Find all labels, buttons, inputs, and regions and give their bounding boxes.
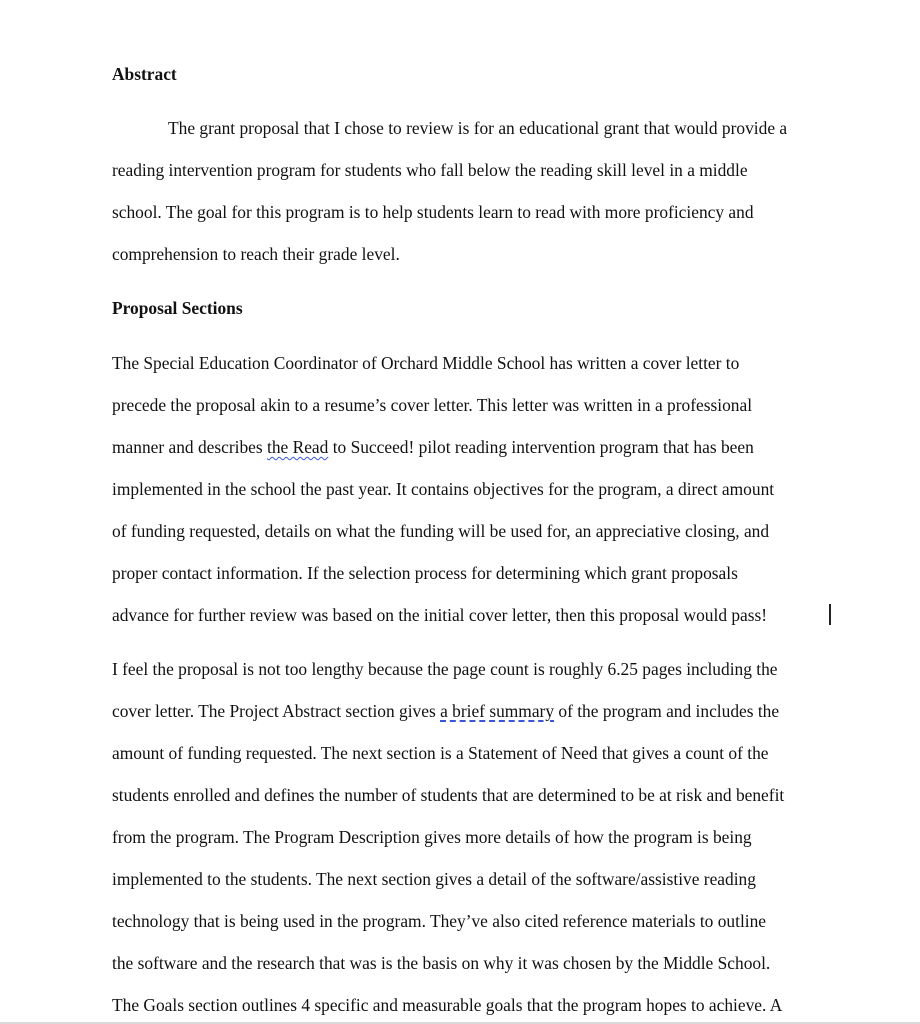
abstract-line: The grant proposal that I chose to review is for an educational grant that would provide a — [168, 118, 788, 138]
abstract-heading: Abstract — [112, 64, 177, 84]
paragraph-line: I feel the proposal is not too lengthy because the page count is roughly 6.25 pages including the — [112, 659, 778, 679]
paragraph-text: to Succeed! pilot reading intervention program that has been — [328, 437, 754, 457]
paragraph-line: proper contact information. If the selection process for determining which grant proposals — [112, 563, 738, 583]
paragraph-line: The Special Education Coordinator of Orchard Middle School has written a cover letter to — [112, 353, 740, 373]
grammar-flagged-text[interactable]: a brief summary — [440, 701, 555, 721]
proposal-sections-heading: Proposal Sections — [112, 298, 243, 318]
paragraph-line: advance for further review was based on the initial cover letter, then this proposal would pass! — [112, 605, 768, 625]
paragraph-line — [112, 701, 779, 721]
paragraph-text: of the program and includes the — [554, 701, 780, 721]
paragraph-line: of funding requested, details on what the funding will be used for, an appreciative closing, and — [112, 521, 770, 541]
paragraph-line: from the program. The Program Description gives more details of how the program is being — [112, 827, 752, 847]
paragraph-line: amount of funding requested. The next section is a Statement of Need that gives a count of the — [112, 743, 769, 763]
paragraph-line: students enrolled and defines the number of students that are determined to be at risk and benefit — [112, 785, 785, 805]
paragraph-line: implemented to the students. The next section gives a detail of the software/assistive reading — [112, 869, 756, 889]
paragraph-text: manner and describes — [112, 437, 268, 457]
text-cursor — [829, 604, 831, 625]
paragraph-line: The Goals section outlines 4 specific and measurable goals that the program hopes to achieve. A — [112, 995, 783, 1015]
paragraph-text: cover letter. The Project Abstract section gives — [112, 701, 441, 721]
paragraph-line: implemented in the school the past year. It contains objectives for the program, a direct amount — [112, 479, 775, 499]
paragraph-line: technology that is being used in the program. They’ve also cited reference materials to outline — [112, 911, 767, 931]
paragraph-line: precede the proposal akin to a resume’s cover letter. This letter was written in a professional — [112, 395, 753, 415]
abstract-line: comprehension to reach their grade level. — [112, 244, 400, 264]
abstract-line: reading intervention program for students who fall below the reading skill level in a middle — [112, 160, 748, 180]
grammar-flagged-text[interactable]: the Read — [267, 437, 329, 457]
abstract-line: school. The goal for this program is to help students learn to read with more proficiency and — [112, 202, 754, 222]
paragraph-line: the software and the research that was is the basis on why it was chosen by the Middle School. — [112, 953, 771, 973]
paragraph-line — [112, 437, 754, 457]
